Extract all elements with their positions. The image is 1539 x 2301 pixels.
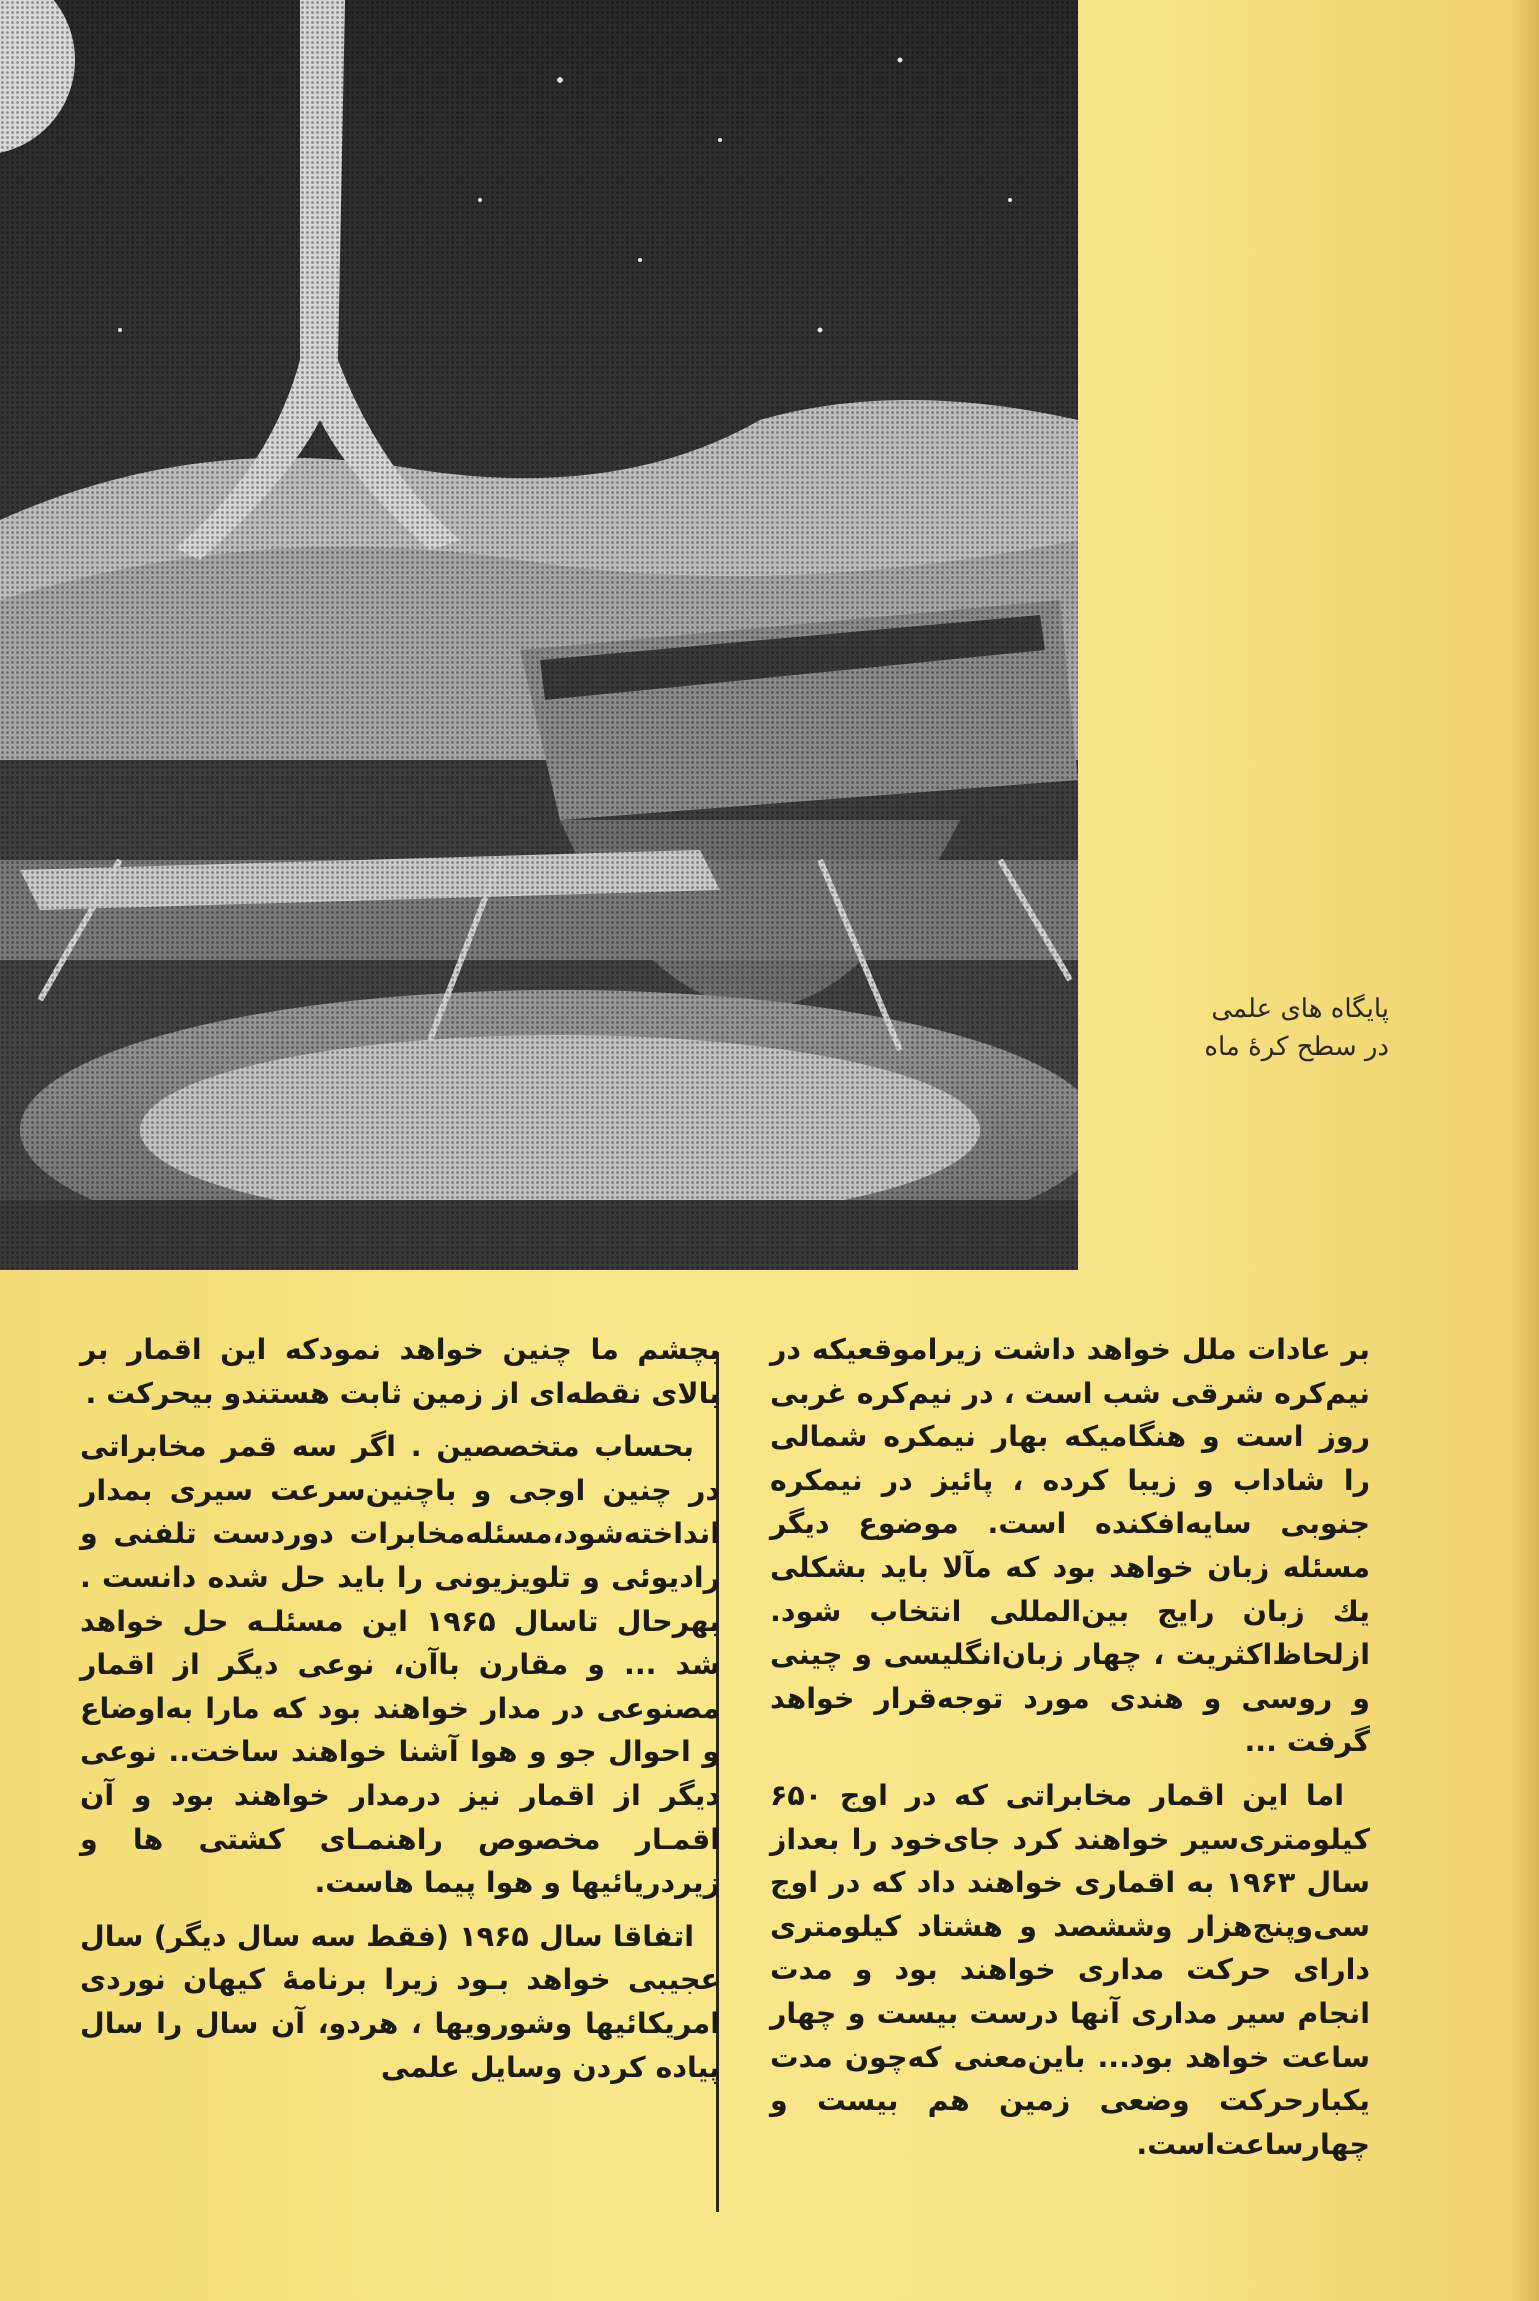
paragraph: بچشم ما چنین خواهد نمودکه این اقمار بر بالای نقطه‌ای از زمین ثابت هستندو بیحرکت . <box>80 1333 720 1410</box>
paragraph: اما این اقمار مخابراتی که در اوج ۶۵۰ کیلومتری‌سیر خواهند کرد جای‌خود را بعداز سال ۱۹۶۳ به اقماری خواهند داد که در اوج سی‌وپنج‌هزار وششصد و هشتاد کیلومتری دارای حرکت مداری خواهند بود و مدت انجام سیر مداری آنها درست بیست و چهار ساعت خواهد بود... باین‌معنی که‌چون مدت یکبارحرکت وضعی زمین هم بیست و چهارساعت‌است. <box>770 1778 1370 2161</box>
article-column-left <box>80 1328 720 2089</box>
article-column-right <box>770 1328 1370 2166</box>
paragraph: بحساب متخصصین . اگر سه قمر مخابراتی در چنین اوجی و باچنین‌سرعت سیری بمدار انداخته‌شود،مسئله‌مخابرات دوردست تلفنی و رادیوئی و تلویزیونی را باید حل شده دانست . بهرحال تاسال ۱۹۶۵ این مسئلـه حل خواهد شد ... و مقارن باآن، نوعی دیگر از اقمار مصنوعی در مدار خواهند بود که مارا به‌اوضاع و احوال جو و هوا آشنا خواهند ساخت.. نوعی دیگر از اقمار نیز درمدار خواهند بود و آن اقمـار مخصوص راهنمـای کشتی ها و زیردریائیها و هوا پیما هاست. <box>80 1430 720 1900</box>
caption-line-1: پایگاه های علمی <box>1211 994 1389 1024</box>
paragraph: اتفاقا سال ۱۹۶۵ (فقط سه سال دیگر) سال عجیبی خواهد بـود زیرا برنامهٔ کیهان نوردی امریکائیها وشورویها ، هردو، آن سال را سال پیاده کردن وسایل علمی <box>80 1919 720 2084</box>
page-edge-shadow <box>1513 0 1539 2301</box>
lunar-base-illustration <box>0 0 1078 1270</box>
paragraph: بر عادات ملل خواهد داشت زیراموقعیکه در نیم‌کره شرقی شب است ، در نیم‌کره غربی روز است و هنگامیکه بهار نیمکره شمالی را شاداب و زیبا کرده ، پائیز در نیمکره جنوبی سایه‌افکنده است. موضوع دیگر مسئله زبان خواهد بود که مآلا باید بشکلی یك زبان رایج بین‌المللی انتخاب شود. ازلحاظ‌اکثریت ، چهار زبان‌انگلیسی و چینی و روسی و هندی مورد توجه‌قرار خواهد گرفت ... <box>770 1333 1370 1759</box>
caption-line-2: در سطح کرهٔ ماه <box>1204 1032 1389 1062</box>
photo-caption <box>1129 990 1389 1066</box>
lunar-base-photo <box>0 0 1078 1270</box>
